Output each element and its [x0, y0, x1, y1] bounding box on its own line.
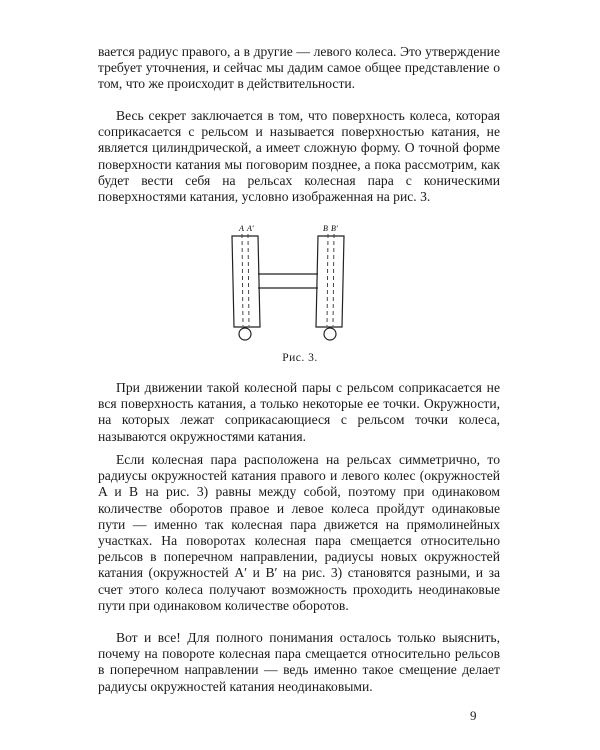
right-wheel [316, 236, 344, 327]
paragraph-5: Вот и все! Для полного понимания осталось только выяснить, почему на повороте колесная пара смещается относительно рельсов в поперечном направлении — ведь именно такое смещение делает радиусы окружностей катания неодинаковыми. [98, 630, 500, 694]
rolling-circle-lines [242, 234, 334, 326]
left-wheel [232, 236, 260, 327]
paragraph-2: Весь секрет заключается в том, что поверхность колеса, которая соприкасается с рельсом и называется поверхностью катания, не является цилиндрической, а имеет сложную форму. О точной форме поверхности катания мы поговорим позднее, а пока рассмотрим, как будет вести себя на рельсах колесная пара с коническими поверхностями катания, условно изображенная на рис. 3. [98, 108, 500, 205]
wheelset-figure [218, 222, 358, 347]
right-rail [324, 328, 336, 340]
label-b-prime: B′ [331, 224, 338, 233]
paragraph-1: вается радиус правого, а в другие — левого колеса. Это утверждение требует уточнения, и сейчас мы дадим самое общее представление о том, что же происходит в действительности. [98, 44, 500, 92]
paragraph-3: При движении такой колесной пары с рельсом соприкасается не вся поверхность катания, а только некоторые ее точки. Окружности, на которых лежат соприкасающиеся с рельсом точки колеса, называются окружностями катания. [98, 380, 500, 444]
page-number: 9 [470, 708, 477, 723]
label-b: B [323, 224, 328, 233]
paragraph-4: Если колесная пара расположена на рельсах симметрично, то радиусы окружностей катания правого и левого колес (окружностей A и B на рис. 3) равны между собой, поэтому при одинаковом количестве оборотов правое и левое колеса пройдут одинаковые пути — именно так колесная пара движется на прямолинейных участках. На поворотах колесная пара смещается относительно рельсов в поперечном направлении, радиусы новых окружностей катания (окружностей A′ и B′ на рис. 3) становятся разными, и за счет этого колеса получают возможность проходить неодинаковые пути при одинаковом количестве оборотов. [98, 452, 500, 613]
left-rail [239, 328, 251, 340]
label-a: A [239, 224, 244, 233]
figure-caption: Рис. 3. [282, 352, 318, 364]
axle [258, 274, 318, 288]
label-a-prime: A′ [247, 224, 254, 233]
